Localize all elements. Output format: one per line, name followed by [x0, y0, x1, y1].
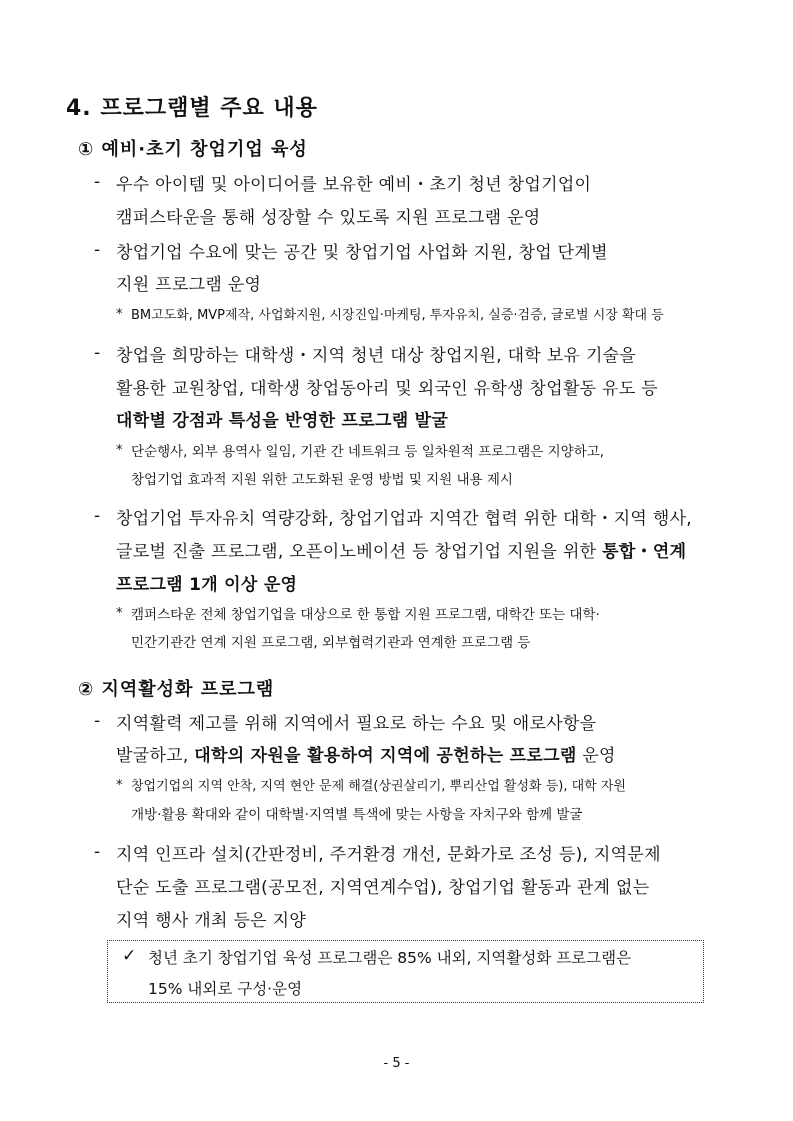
- dash-marker: -: [94, 506, 101, 526]
- note-marker: *: [116, 606, 123, 621]
- checkmark-icon: ✓: [122, 946, 137, 966]
- page-number: - 5 -: [383, 1056, 410, 1071]
- note-marker: *: [116, 443, 123, 458]
- s2-n1-line2: 개방·활용 확대와 같이 대학별·지역별 특색에 맞는 사항을 자치구와 함께 발굴: [131, 807, 583, 823]
- s1-b3-line1: 창업을 희망하는 대학생・지역 청년 대상 창업지원, 대학 보유 기술을: [116, 346, 637, 366]
- s1-b4-emphasis: 통합・연계: [602, 542, 687, 562]
- s1-n3-line1: 단순행사, 외부 용역사 일임, 기관 간 네트워크 등 일차원적 프로그램은 지양하고,: [131, 444, 605, 460]
- dash-marker: -: [94, 343, 101, 363]
- section-1-title: ① 예비·초기 창업기업 육성: [78, 139, 308, 160]
- s2-b1-emphasis: 대학의 자원을 활용하여 지역에 공헌하는 프로그램: [194, 746, 577, 766]
- s2-b2-line2: 단순 도출 프로그램(공모전, 지역연계수업), 창업기업 활동과 관계 없는: [116, 878, 650, 898]
- s1-b3-line2: 활용한 교원창업, 대학생 창업동아리 및 외국인 유학생 창업활동 유도 등: [116, 379, 658, 399]
- s1-n4-line1: 캠퍼스타운 전체 창업기업을 대상으로 한 통합 지원 프로그램, 대학간 또는 대학·: [131, 607, 600, 623]
- s1-n2: BM고도화, MVP제작, 사업화지원, 시장진입·마케팅, 투자유치, 실증·검증, 글로벌 시장 확대 등: [131, 308, 664, 323]
- s1-b2-line2: 지원 프로그램 운영: [116, 275, 262, 295]
- s1-b2-line1: 창업기업 수요에 맞는 공간 및 창업기업 사업화 지원, 창업 단계별: [116, 243, 608, 263]
- s1-b1-line1: 우수 아이템 및 아이디어를 보유한 예비・초기 청년 창업기업이: [116, 175, 592, 195]
- dash-marker: -: [94, 842, 101, 862]
- s1-b1-line2: 캠퍼스타운을 통해 성장할 수 있도록 지원 프로그램 운영: [116, 208, 541, 228]
- summary-line1: 청년 초기 창업기업 육성 프로그램은 85% 내외, 지역활성화 프로그램은: [148, 949, 632, 967]
- dash-marker: -: [94, 240, 101, 260]
- dash-marker: -: [94, 172, 101, 192]
- summary-line2: 15% 내외로 구성·운영: [148, 980, 303, 998]
- s2-n1-line1: 창업기업의 지역 안착, 지역 현안 문제 해결(상권살리기, 뿌리산업 활성화 등), 대학 자원: [131, 779, 626, 794]
- s2-b2-line1: 지역 인프라 설치(간판정비, 주거환경 개선, 문화가로 조성 등), 지역문제: [116, 845, 661, 865]
- page-heading: 4. 프로그램별 주요 내용: [66, 96, 318, 121]
- s1-b4-line1: 창업기업 투자유치 역량강화, 창업기업과 지역간 협력 위한 대학・지역 행사,: [116, 509, 692, 529]
- note-marker: *: [116, 307, 123, 322]
- s1-b3-line3-emphasis: 대학별 강점과 특성을 반영한 프로그램 발굴: [116, 411, 449, 431]
- s2-b1-line1: 지역활력 제고를 위해 지역에서 필요로 하는 수요 및 애로사항을: [116, 714, 597, 734]
- section-2-title: ② 지역활성화 프로그램: [78, 679, 275, 700]
- s2-b2-line3: 지역 행사 개최 등은 지양: [116, 911, 307, 931]
- note-marker: *: [116, 778, 123, 793]
- s1-n3-line2: 창업기업 효과적 지원 위한 고도화된 운영 방법 및 지원 내용 제시: [131, 472, 513, 488]
- s1-n4-line2: 민간기관간 연계 지원 프로그램, 외부협력기관과 연계한 프로그램 등: [131, 635, 531, 651]
- dash-marker: -: [94, 711, 101, 731]
- s1-b4-line3-emphasis: 프로그램 1개 이상 운영: [116, 575, 298, 595]
- s2-b1-line2: 발굴하고, 대학의 자원을 활용하여 지역에 공헌하는 프로그램 운영: [116, 746, 616, 766]
- s1-b4-line2: 글로벌 진출 프로그램, 오픈이노베이션 등 창업기업 지원을 위한 통합・연계: [116, 542, 687, 562]
